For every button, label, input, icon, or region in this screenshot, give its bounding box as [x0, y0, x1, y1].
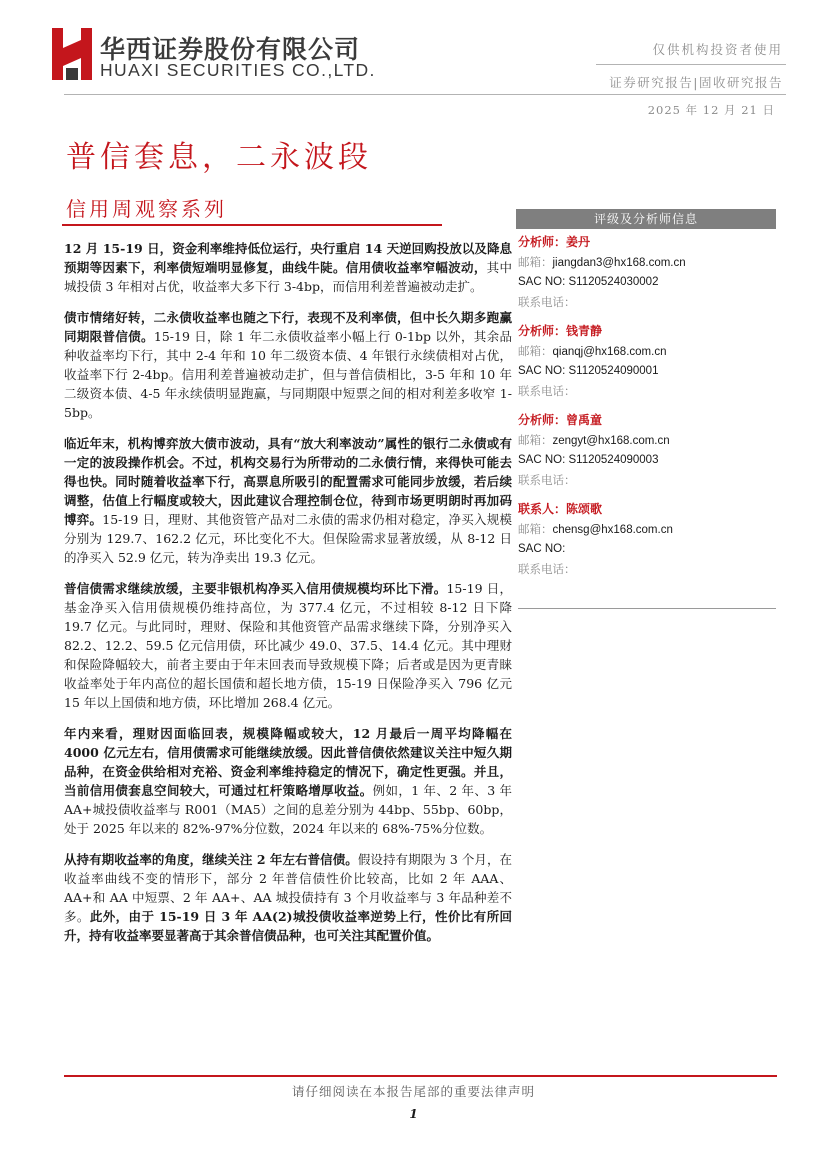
analyst-card [518, 233, 776, 312]
email-label: 邮箱： [518, 254, 553, 269]
paragraph-1-lead: 12 月 15-19 日，资金利率维持低位运行，央行重启 14 天逆回购投放以及降息预期等因素下，利率债短端明显修复，曲线牛陡。信用债收益率窄幅波动， [64, 241, 512, 275]
huaxi-logo-icon [52, 28, 92, 80]
paragraph-5-lead: 年内来看，理财因面临回表，规模降幅或较大，12 月最后一周平均降幅在 4000 亿元左右，信用债需求可能继续放缓。因此普信债依然建议关注中短久期品种，在资金供给相对充裕、资金利率维持稳定的情况下，确定性更强。并且，当前信用债套息空间较大，可通过杠杆策略增厚收益。 [64, 726, 512, 798]
analyst-email-link[interactable]: jiangdan3@hx168.com.cn [552, 256, 686, 269]
paragraph-5-body: 例如，1 年、2 年、3 年 AA+城投债收益率与 R001（MA5）之间的息差分别为 44bp、55bp、60bp，处于 2025 年以来的 82%-97%分位数，2024 年以来的 68%-75%分位数。 [64, 783, 512, 836]
main-content [64, 239, 512, 957]
report-type: 证券研究报告|固收研究报告 [609, 75, 783, 90]
analyst-email-link[interactable]: qianqj@hx168.com.cn [552, 345, 667, 358]
analyst-name: 曾禹童 [566, 413, 603, 427]
sac-number: S1120524030002 [568, 276, 659, 288]
analyst-email-link[interactable]: zengyt@hx168.com.cn [552, 434, 670, 447]
sac-number: S1120524090001 [568, 365, 659, 377]
paragraph-3-body: 15-19 日，理财、其他资管产品对二永债的需求仍相对稳定，净买入规模分别为 129.7、162.2 亿元，环比变化不大。但保险需求显著放缓，从 8-12 日的净买入 52.9 亿元，转为净卖出 19.3 亿元。 [64, 512, 512, 565]
header-divider-top [596, 64, 786, 65]
email-label: 邮箱： [518, 521, 553, 536]
paragraph-5 [64, 724, 512, 838]
series-underline [62, 224, 442, 226]
company-name-en: HUAXI SECURITIES CO.,LTD. [100, 60, 376, 80]
paragraph-2 [64, 308, 512, 422]
series-title: 信用周观察系列 [66, 197, 227, 221]
analyst-panel [518, 233, 776, 589]
paragraph-6 [64, 850, 512, 945]
report-date: 2025 年 12 月 21 日 [647, 103, 775, 117]
email-label: 邮箱： [518, 432, 553, 447]
paragraph-4-lead: 普信债需求继续放缓，主要非银机构净买入信用债规模均环比下滑。 [64, 581, 447, 596]
paragraph-2-lead: 债市情绪好转，二永债收益率也随之下行，表现不及利率债，但中长久期多跑赢同期限普信债。 [64, 310, 512, 344]
paragraph-6-lead: 从持有期收益率的角度，继续关注 2 年左右普信债。 [64, 852, 358, 867]
sac-label: SAC NO: [518, 543, 566, 555]
sac-number: S1120524090003 [568, 454, 659, 466]
sac-label: SAC NO: [518, 454, 566, 466]
contact-name: 陈颂歌 [566, 502, 603, 516]
paragraph-1 [64, 239, 512, 296]
phone-label: 联系电话： [518, 294, 576, 309]
legal-disclaimer-note: 请仔细阅读在本报告尾部的重要法律声明 [291, 1084, 535, 1099]
paragraph-6-body: 假设持有期限为 3 个月，在收益率曲线不变的情形下，部分 2 年普信债性价比较高，比如 2 年 AAA、AA+和 AA 中短票、2 年 AA+、AA 城投债持有 3 个月收益率与 3 年品种差不多。 [64, 852, 513, 924]
analyst-card [518, 500, 776, 579]
paragraph-3-lead: 临近年末，机构博弈放大债市波动，具有“放大利率波动”属性的银行二永债或有一定的波段操作机会。不过，机构交易行为所带动的二永债行情，来得快可能去得也快。同时随着收益率下行，高票息所吸引的配置需求可能同步放缓，若后续调整，估值上行幅度或较大，因此建议合理控制仓位，待到市场更明朗时再加码博弈。 [64, 436, 512, 527]
sac-label: SAC NO: [518, 276, 566, 288]
analyst-role: 分析师： [518, 413, 567, 427]
page-number: 1 [409, 1107, 418, 1121]
phone-label: 联系电话： [518, 472, 576, 487]
paragraph-1-body: 其中城投债 3 年相对占优，收益率大多下行 3-4bp，而信用利差普遍被动走扩。 [64, 260, 512, 294]
analyst-card [518, 411, 776, 490]
paragraph-2-body: 15-19 日，除 1 年二永债收益率小幅上行 0-1bp 以外，其余品种收益率均下行，其中 2-4 年和 10 年二级资本债、4 年银行永续债相对占优，收益率下行 2-4bp。信用利差普遍被动走扩，但与普信债相比，3-5 年和 10 年二级资本债、4-5 年永续债明显跑赢，与同期限中短票之间的相对利差多收窄 1-5bp。 [64, 329, 512, 420]
paragraph-3 [64, 434, 512, 567]
contact-role: 联系人： [518, 502, 567, 516]
page-title: 普信套息，二永波段 [66, 140, 372, 175]
email-label: 邮箱： [518, 343, 553, 358]
paragraph-6-closing: 此外，由于 15-19 日 3 年 AA(2)城投债收益率逆势上行，性价比有所回升，持有收益率要显著高于其余普信债品种，也可关注其配置价值。 [64, 909, 512, 943]
analyst-role: 分析师： [518, 235, 567, 249]
audience-tagline: 仅供机构投资者使用 [652, 42, 783, 57]
sidebar-heading: 评级及分析师信息 [516, 209, 776, 229]
phone-label: 联系电话： [518, 561, 576, 576]
analyst-card [518, 322, 776, 401]
footer-divider [64, 1075, 777, 1077]
paragraph-4-body: 15-19 日，基金净买入信用债规模仍维持高位，为 377.4 亿元，不过相较 8-12 日下降 19.7 亿元。与此同时，理财、保险和其他资管产品需求继续下降，分别净买入 82.2、12.2、59.5 亿元信用债，环比减少 49.0、37.5、14.4 亿元。其中理财和保险降幅较大，前者主要由于年末回表而导致规模下降；后者或是因为更青睐收益率处于年内高位的超长国债和超长地方债，15-19 日保险净买入 796 亿元 15 年以上国债和地方债，环比增加 268.4 亿元。 [64, 581, 512, 710]
analyst-name: 姜丹 [566, 235, 591, 249]
sac-label: SAC NO: [518, 365, 566, 377]
analyst-name: 钱青静 [566, 324, 603, 338]
analyst-role: 分析师： [518, 324, 567, 338]
sidebar-bottom-divider [518, 608, 776, 609]
phone-label: 联系电话： [518, 383, 576, 398]
company-name-cn: 华西证券股份有限公司 [100, 35, 361, 64]
header-divider-bottom [64, 94, 786, 95]
contact-email-link[interactable]: chensg@hx168.com.cn [552, 523, 673, 536]
paragraph-4 [64, 579, 512, 712]
